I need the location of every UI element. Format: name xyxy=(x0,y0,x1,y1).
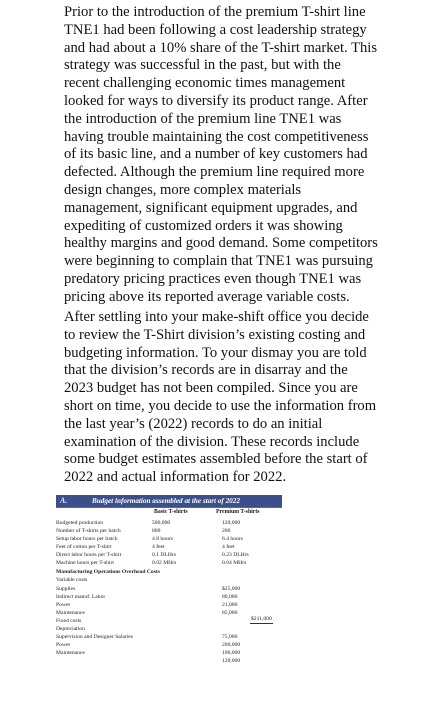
header-divider xyxy=(56,507,282,508)
paragraph-line: recent challenging economic times management xyxy=(64,75,346,92)
paragraph-line: predatory pricing practices even though TNE1 was xyxy=(64,270,362,287)
paragraph-line: 2022 and actual information for 2022. xyxy=(64,469,287,486)
column-header-basic: Basic T-shirts xyxy=(154,509,188,515)
paragraph-line: that the division’s records are in disarray and the xyxy=(64,362,348,379)
fixed-cost-value: 75,000 xyxy=(222,634,238,640)
variable-cost-label: Supplies xyxy=(56,586,76,592)
paragraph-line: to review the T-Shirt division’s existing costing and xyxy=(64,326,366,343)
paragraph-line: some budget estimates assembled before the start of xyxy=(64,451,368,468)
variable-cost-value: 85,000 xyxy=(222,610,238,616)
variable-cost-value: 21,000 xyxy=(222,602,238,608)
row-premium-value: 4 feet xyxy=(222,544,235,550)
variable-cost-label: Indirect manuf. Labor xyxy=(56,594,106,600)
paragraph-line: and had about a 10% share of the T-shirt market. This xyxy=(64,39,378,56)
review-paragraph xyxy=(64,309,404,487)
fixed-costs-heading: Fixed costs xyxy=(56,618,82,624)
paragraph-line: After settling into your make-shift office you decide xyxy=(64,309,369,325)
row-basic-value: 0.02 MHrs xyxy=(152,560,177,566)
paragraph-line: healthy margins and good demand. Some competitors xyxy=(64,235,378,252)
paragraph-line: budgeting information. To your dismay you are told xyxy=(64,344,367,361)
fixed-cost-value: 120,000 xyxy=(222,658,241,664)
overhead-heading: Manufacturing Operations Overhead Costs xyxy=(56,569,160,575)
paragraph-line: defected. Although the premium line required more xyxy=(64,164,365,181)
column-header-premium: Premium T-shirts xyxy=(216,509,260,515)
row-premium-value: 120,000 xyxy=(222,520,241,526)
intro-paragraph xyxy=(64,4,404,307)
paragraph-line: expediting of customized orders it was showing xyxy=(64,217,343,234)
paragraph-line: examination of the division. These records include xyxy=(64,433,360,450)
row-premium-value: 6.4 hours xyxy=(222,536,243,542)
variable-cost-label: Power xyxy=(56,602,71,608)
paragraph-line: looked for ways to diversify its product range. After xyxy=(64,92,368,109)
row-label: Number of T-shirts per batch xyxy=(56,528,121,534)
budget-table-title: Budget information assembled at the start of 2022 xyxy=(92,497,240,505)
row-basic-value: 4.8 hours xyxy=(152,536,173,542)
row-label: Budgeted production xyxy=(56,520,104,526)
row-basic-value: 0.1 DLHrs xyxy=(152,552,176,558)
paragraph-line: pricing above its reported average variable costs. xyxy=(64,288,350,305)
paragraph-line: Prior to the introduction of the premium T-shirt line xyxy=(64,4,366,20)
paragraph-line: design changes, more complex materials xyxy=(64,181,302,198)
paragraph-line: the last year’s (2022) records to do an initial xyxy=(64,415,323,432)
paragraph-line: 2023 budget has not been compiled. Since you are xyxy=(64,380,358,397)
variable-cost-label: Maintenance xyxy=(56,610,85,616)
paragraph-line: TNE1 had been following a cost leadership strategy xyxy=(64,21,367,38)
budget-table-header xyxy=(56,495,282,507)
fixed-cost-label: Depreciation xyxy=(56,626,85,632)
variable-cost-total: $211,000 xyxy=(251,616,272,622)
paragraph-line: short on time, you decide to use the information from xyxy=(64,397,377,414)
variable-cost-value: $25,000 xyxy=(222,586,241,592)
budget-section-letter: A. xyxy=(60,496,68,505)
paragraph-line: of its basic line, and a number of key customers had xyxy=(64,146,368,163)
paragraph-line: the introduction of the premium line TNE1 was xyxy=(64,110,342,127)
row-premium-value: 0.23 DLHrs xyxy=(222,552,249,558)
fixed-cost-value: 200,000 xyxy=(222,642,241,648)
fixed-cost-label: Supervision and Designer Salaries xyxy=(56,634,133,640)
paragraph-line: management, significant equipment upgrades, and xyxy=(64,199,358,216)
row-basic-value: 4 feet xyxy=(152,544,165,550)
budget-table xyxy=(56,495,282,705)
paragraph-line: strategy was successful in the past, but with the xyxy=(64,57,341,74)
row-label: Setup labor hours per batch xyxy=(56,536,118,542)
variable-cost-value: 80,000 xyxy=(222,594,238,600)
row-basic-value: 800 xyxy=(152,528,161,534)
paragraph-line: were beginning to complain that TNE1 was pursuing xyxy=(64,253,373,270)
fixed-cost-label: Power xyxy=(56,642,71,648)
fixed-cost-value: 100,000 xyxy=(222,650,241,656)
row-premium-value: 200 xyxy=(222,528,231,534)
row-basic-value: 500,000 xyxy=(152,520,171,526)
variable-costs-heading: Variable costs xyxy=(56,577,88,583)
row-label: Feet of cotton per T-shirt xyxy=(56,544,112,550)
fixed-cost-label: Maintenance xyxy=(56,650,85,656)
row-label: Direct labor hours per T-shirt xyxy=(56,552,122,558)
paragraph-line: having trouble maintaining the cost competitiveness xyxy=(64,128,369,145)
row-premium-value: 0.04 MHrs xyxy=(222,560,247,566)
row-label: Machine hours per T-shirt xyxy=(56,560,114,566)
